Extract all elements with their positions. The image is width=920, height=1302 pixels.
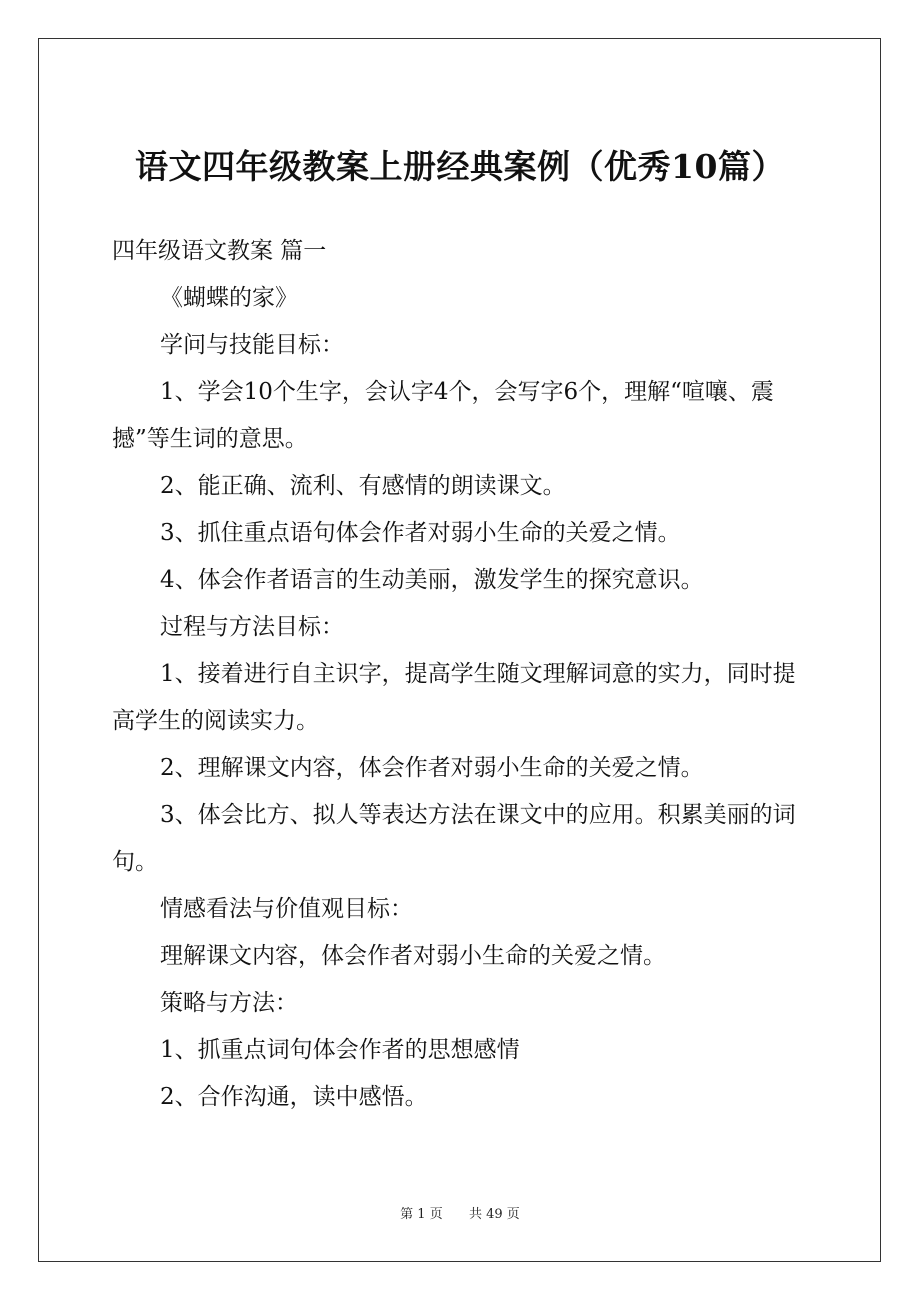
paragraph: 2、合作沟通，读中感悟。 — [160, 1084, 428, 1110]
paragraph: 1、抓重点词句体会作者的思想感情 — [160, 1037, 520, 1063]
paragraph-heading: 四年级语文教案 篇一 — [112, 238, 327, 264]
page-footer — [0, 1206, 920, 1224]
page-total: 共 49 页 — [469, 1207, 520, 1222]
paragraph: 1、接着进行自主识字，提高学生随文理解词意的实力，同时提高学生的阅读实力。 — [112, 661, 796, 734]
paragraph: 4、体会作者语言的生动美丽，激发学生的探究意识。 — [160, 567, 704, 593]
paragraph: 《蝴蝶的家》 — [160, 285, 298, 311]
page-number: 第 1 页 — [400, 1207, 443, 1222]
paragraph: 2、能正确、流利、有感情的朗读课文。 — [160, 473, 566, 499]
paragraph: 策略与方法： — [160, 990, 298, 1016]
paragraph: 3、体会比方、拟人等表达方法在课文中的应用。积累美丽的词句。 — [112, 802, 796, 875]
paragraph: 情感看法与价值观目标： — [160, 896, 413, 922]
document-body — [112, 228, 812, 1121]
paragraph: 学问与技能目标： — [160, 332, 344, 358]
paragraph: 理解课文内容，体会作者对弱小生命的关爱之情。 — [160, 943, 666, 969]
paragraph: 1、学会10个生字，会认字4个，会写字6个，理解“喧嚷、震撼”等生词的意思。 — [112, 379, 774, 452]
document-title: 语文四年级教案上册经典案例（优秀10篇） — [135, 147, 785, 186]
paragraph: 3、抓住重点语句体会作者对弱小生命的关爱之情。 — [160, 520, 681, 546]
paragraph: 过程与方法目标： — [160, 614, 344, 640]
paragraph: 2、理解课文内容，体会作者对弱小生命的关爱之情。 — [160, 755, 704, 781]
